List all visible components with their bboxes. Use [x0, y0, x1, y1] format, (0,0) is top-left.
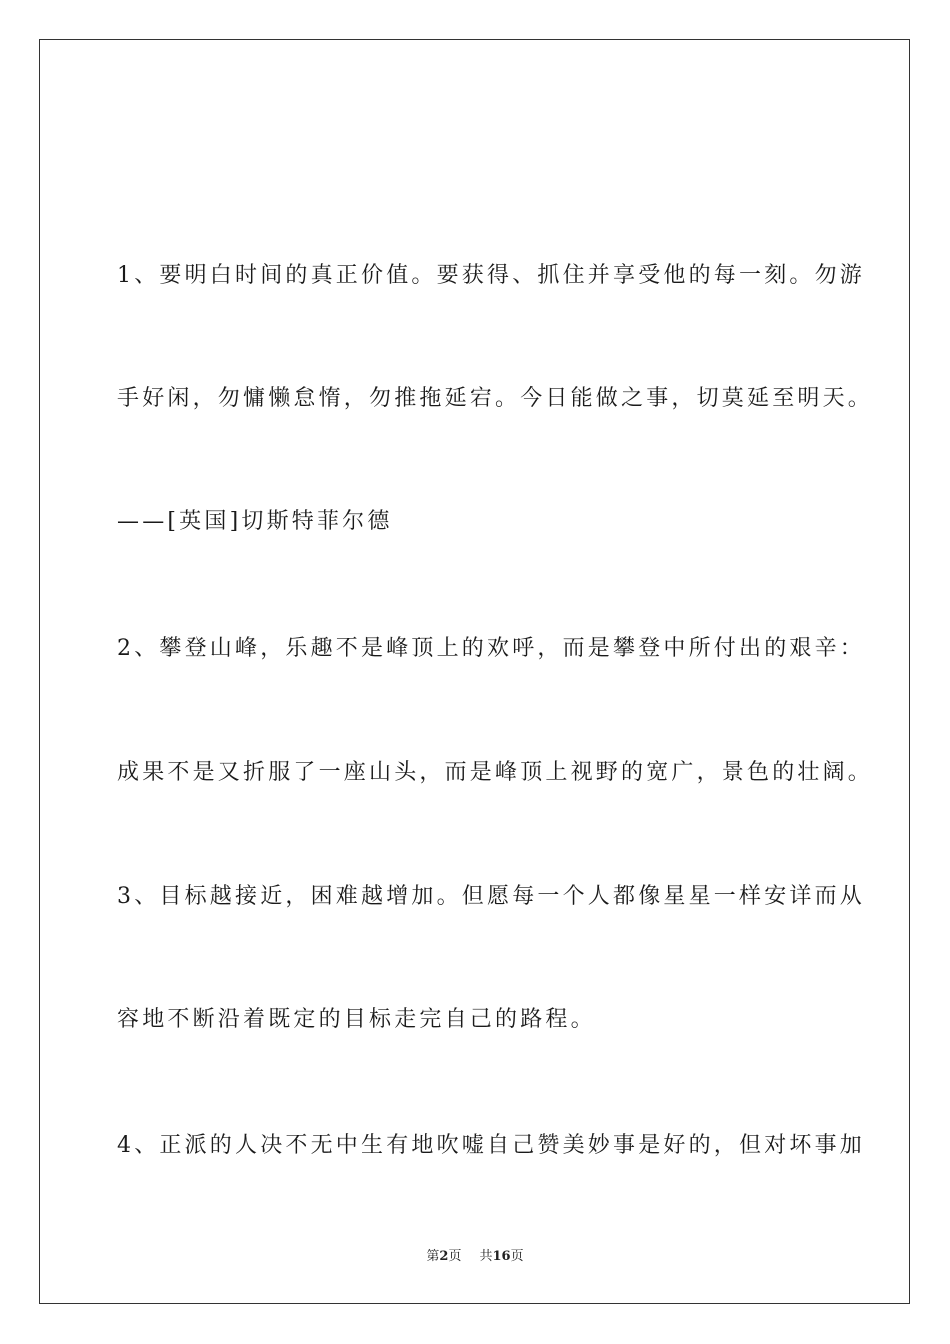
- text-line-8: 4、正派的人决不无中生有地吹嘘自己赞美妙事是好的，但对坏事加: [117, 1133, 865, 1158]
- text-line-1: 1、要明白时间的真正价值。要获得、抓住并享受他的每一刻。勿游: [117, 263, 865, 288]
- page-footer: [0, 1248, 950, 1266]
- total-suffix: 页: [510, 1249, 524, 1264]
- page-prefix: 第: [426, 1249, 440, 1264]
- page-number: 2: [439, 1249, 449, 1264]
- total-prefix: 共: [479, 1249, 493, 1264]
- page-border: [39, 39, 910, 1304]
- text-line-3-attribution: ——[英国]切斯特菲尔德: [117, 509, 393, 534]
- total-pages: 16: [492, 1249, 511, 1264]
- text-line-7: 容地不断沿着既定的目标走完自己的路程。: [117, 1007, 596, 1032]
- text-line-4: 2、攀登山峰，乐趣不是峰顶上的欢呼，而是攀登中所付出的艰辛：: [117, 636, 865, 661]
- text-line-2: 手好闲，勿慵懒怠惰，勿推拖延宕。今日能做之事，切莫延至明天。: [117, 386, 874, 411]
- page-suffix: 页: [448, 1249, 462, 1264]
- text-line-6: 3、目标越接近，困难越增加。但愿每一个人都像星星一样安详而从: [117, 884, 865, 909]
- text-line-5: 成果不是又折服了一座山头，而是峰顶上视野的宽广，景色的壮阔。: [117, 760, 874, 785]
